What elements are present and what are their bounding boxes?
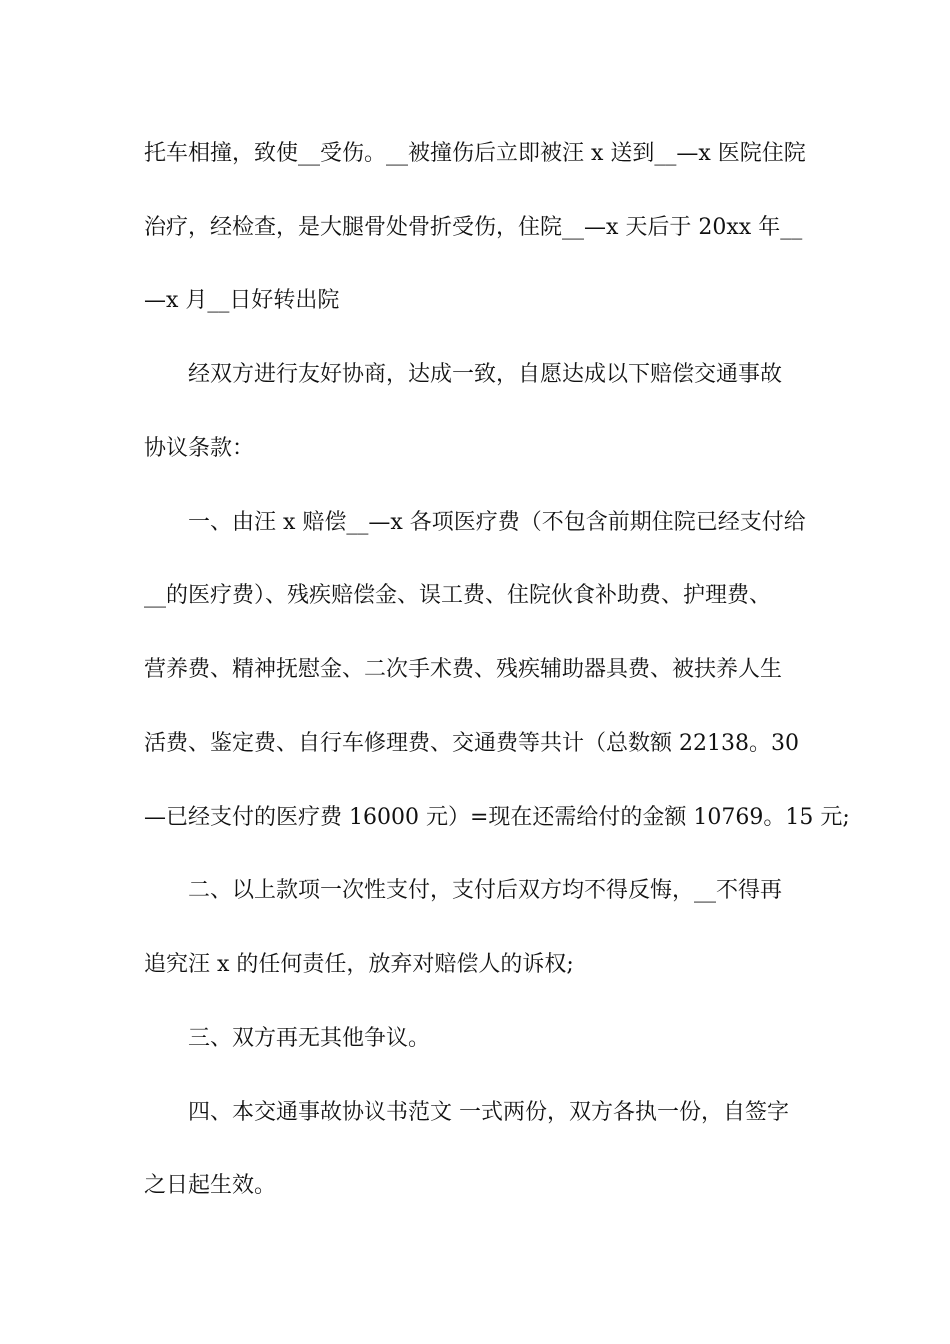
text-line-5: 协议条款：: [144, 436, 255, 461]
clause-four-line-1: 四、本交通事故协议书范文 一式两份，双方各执一份，自签字: [188, 1100, 789, 1125]
clause-three-line: 三、双方再无其他争议。: [188, 1026, 431, 1051]
clause-two-line-2: 追究汪 x 的任何责任，放弃对赔偿人的诉权;: [144, 952, 574, 977]
text-line-1: 托车相撞，致使__受伤。__被撞伤后立即被汪 x 送到__—x 医院住院: [144, 141, 806, 166]
clause-four-line-2: 之日起生效。: [144, 1173, 277, 1198]
clause-one-line-4: 活费、鉴定费、自行车修理费、交通费等共计（总数额 22138。30: [144, 731, 799, 756]
clause-one-line-5: —已经支付的医疗费 16000 元）=现在还需给付的金额 10769。15 元;: [144, 805, 850, 830]
clause-one-line-2: __的医疗费）、残疾赔偿金、误工费、住院伙食补助费、护理费、: [144, 583, 772, 608]
clause-one-line-3: 营养费、精神抚慰金、二次手术费、残疾辅助器具费、被扶养人生: [144, 657, 783, 682]
clause-one-line-1: 一、由汪 x 赔偿__—x 各项医疗费（不包含前期住院已经支付给: [188, 510, 806, 535]
text-line-2: 治疗，经检查，是大腿骨处骨折受伤，住院__—x 天后于 20xx 年__: [144, 215, 803, 240]
clause-two-line-1: 二、以上款项一次性支付，支付后双方均不得反悔，__不得再: [188, 878, 783, 903]
text-line-3: —x 月__日好转出院: [144, 288, 340, 313]
paragraph-start-line: 经双方进行友好协商，达成一致，自愿达成以下赔偿交通事故: [188, 362, 783, 387]
